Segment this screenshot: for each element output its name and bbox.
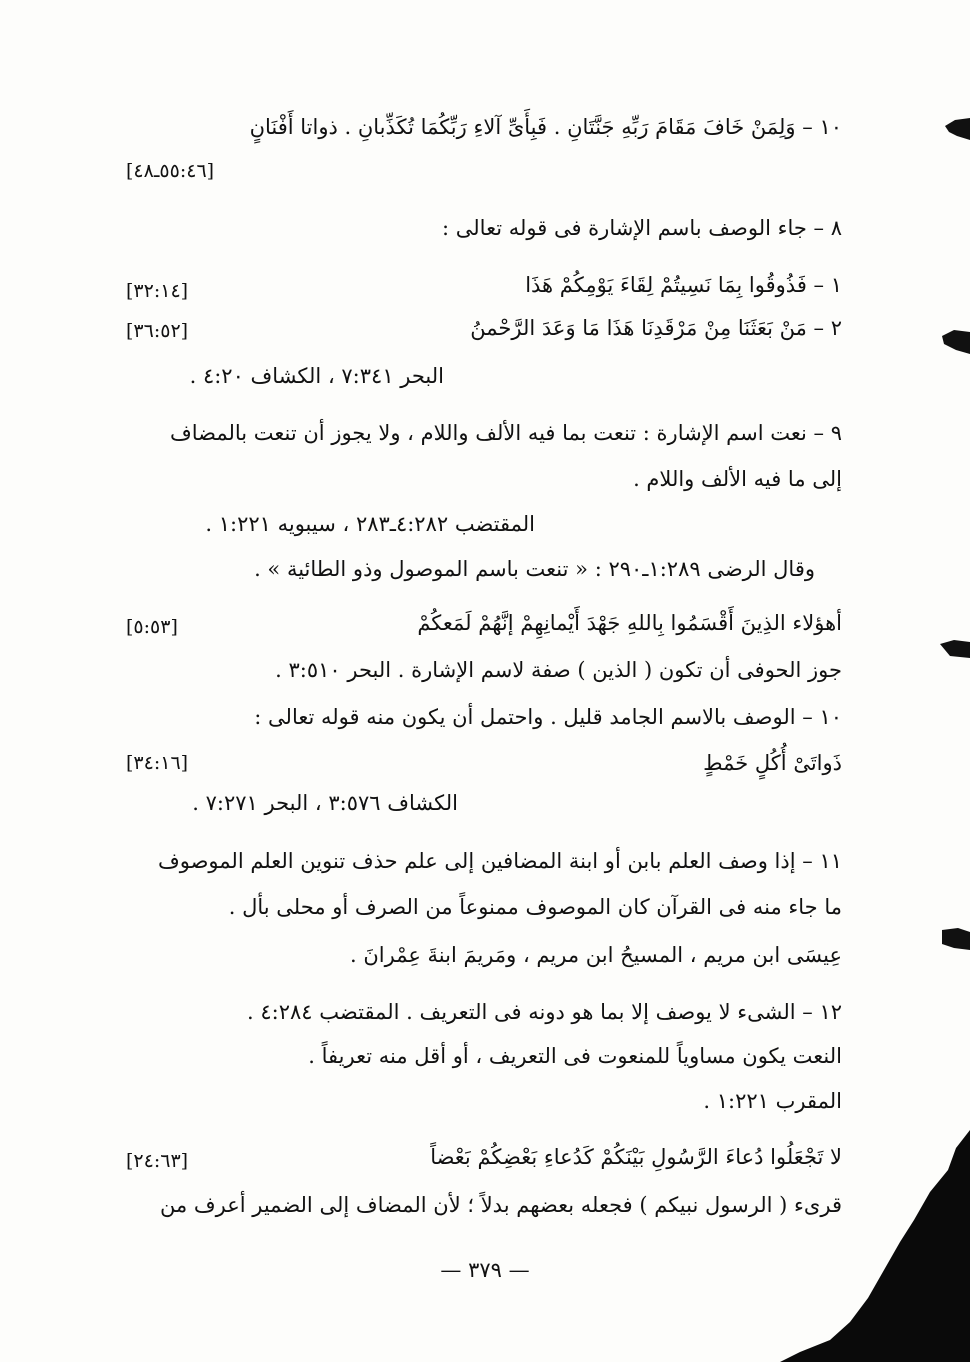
margin-blot-2	[942, 330, 970, 354]
verse-line-1: ١ – فَذُوقُوا بِمَا نَسِيتُمْ لِقَاءَ يَوْمِكُمْ هَذَا	[525, 273, 842, 297]
verse-reference-4: [٥:٥٣]	[126, 616, 178, 638]
citation-line-4: المقرب ١:٢٢١ .	[703, 1089, 842, 1113]
verse-reference-5: [٣٤:١٦]	[126, 752, 189, 774]
text-line-3: وقال الرضى ١:٢٨٩ـ٢٩٠ : « تنعت باسم الموصول وذو الطائية » .	[254, 557, 815, 581]
citation-line-2: المقتضب ٤:٢٨٢ـ٢٨٣ ، سيبويه ١:٢٢١ .	[205, 512, 535, 536]
verse-reference-6: [٢٤:٦٣]	[126, 1150, 189, 1172]
section-heading-11: ١١ – إذا وصف العلم بابن أو ابنة المضافين إلى علم حذف تنوين العلم الموصوف	[157, 849, 842, 873]
verse-line-2: ٢ – مَنْ بَعَثَنَا مِنْ مَرْقَدِنَا هَذَا مَا وَعَدَ الرَّحْمنُ	[470, 316, 842, 340]
verse-line-3: أهؤلاء الذِينَ أَقْسَمُوا بِاللهِ جَهْدَ أَيْمانِهِمْ إنَّهُمْ لَمَعكُمْ	[417, 611, 842, 635]
section-heading-9: ٩ – نعت اسم الإشارة : تنعت بما فيه الألف واللام ، ولا يجوز أن تنعت بالمضاف	[169, 421, 842, 445]
torn-corner	[780, 1130, 970, 1362]
verse-line-4: ذَواتَىْ أُكُلٍ خَمْطٍ	[703, 751, 842, 775]
text-line-1: ١٠ – وَلِمَنْ خَافَ مَقَامَ رَبِّهِ جَنَّتَانِ . فَبِأَىِّ آلاءِ رَبِّكُمَا تُكَذِّبانِ . ذواتا أَفْنَانٍ	[249, 115, 842, 139]
margin-blot-4	[942, 928, 970, 950]
verse-reference-1: [٥٥:٤٦ـ٤٨]	[126, 160, 215, 182]
margin-blot-1	[945, 118, 970, 140]
text-line-8: قرىء ( الرسول نبيكم ) فجعله بعضهم بدلاً ؛ لأن المضاف إلى الضمير أعرف من	[159, 1193, 842, 1217]
verse-line-5: لا تَجْعَلُوا دُعاءَ الرَّسُولِ بَيْنَكُمْ كَدُعاءِ بَعْضِكُمْ بَعْضاً	[430, 1145, 842, 1169]
text-line-5: ما جاء منه فى القرآن كان الموصوف ممنوعاً من الصرف أو محلى بأل .	[228, 895, 842, 919]
verse-reference-3: [٣٦:٥٢]	[126, 320, 189, 342]
text-line-4: جوز الحوفى أن تكون ( الذين ) صفة لاسم الإشارة . البحر ٣:٥١٠ .	[275, 658, 842, 682]
page-number: — ٣٧٩ —	[440, 1258, 530, 1282]
section-heading-8: ٨ – جاء الوصف باسم الإشارة فى قوله تعالى :	[442, 216, 842, 240]
citation-line-1: البحر ٧:٣٤١ ، الكشاف ٤:٢٠ .	[189, 364, 444, 388]
section-heading-12: ١٢ – الشىء لا يوصف إلا بما هو دونه فى التعريف . المقتضب ٤:٢٨٤ .	[247, 1000, 842, 1024]
section-heading-10: ١٠ – الوصف بالاسم الجامد قليل . واحتمل أن يكون منه قوله تعالى :	[254, 705, 842, 729]
citation-line-3: الكشاف ٣:٥٧٦ ، البحر ٧:٢٧١ .	[192, 791, 458, 815]
verse-reference-2: [٣٢:١٤]	[126, 280, 189, 302]
text-line-2: إلى ما فيه الألف واللام .	[633, 467, 842, 491]
text-line-6: عِيسَى ابن مريم ، المسيحُ ابن مريم ، ومَريمَ ابنةَ عِمْرانَ .	[350, 943, 842, 967]
margin-blot-3	[940, 640, 970, 658]
text-line-7: النعت يكون مساوياً للمنعوت فى التعريف ، أو أقل منه تعريفاً .	[308, 1044, 842, 1068]
